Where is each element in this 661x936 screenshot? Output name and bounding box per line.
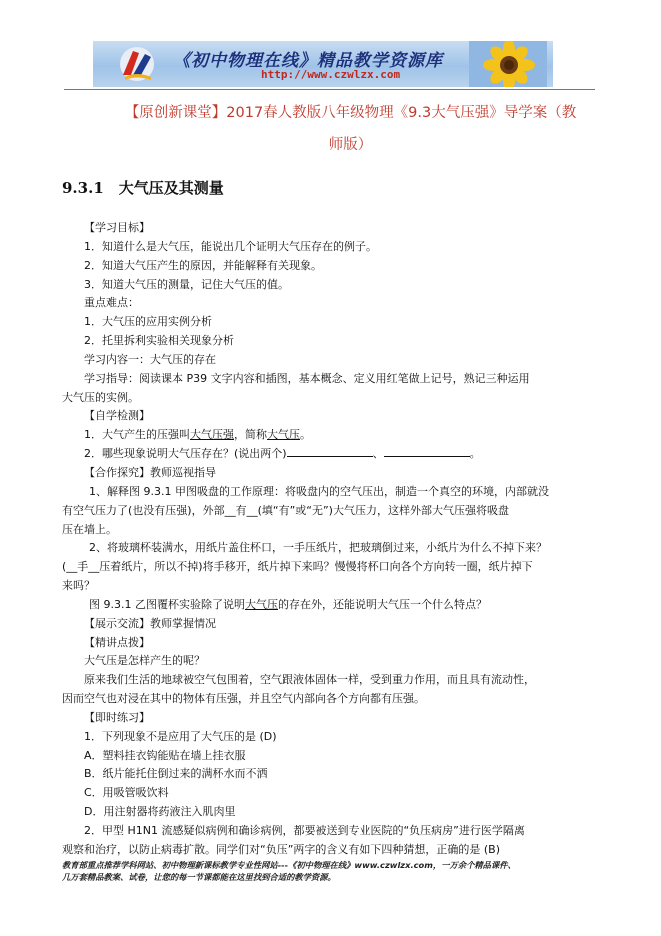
q1-middle: ，简称 [234, 428, 267, 442]
study-guidance-line: 学习指导：阅读课本 P39 文字内容和插图，基本概念、定义用红笔做上记号，熟记三种运用 [84, 371, 530, 385]
page-footer [62, 859, 602, 883]
lecture-heading: 【精讲点拨】 [84, 635, 150, 649]
document-title-line2: 师版） [328, 137, 373, 153]
q2-prefix: 2．哪些现象说明大气压存在？(说出两个) [84, 447, 287, 461]
self-check-q2 [62, 445, 602, 464]
self-check-heading: 【自学检测】 [84, 409, 150, 423]
header-banner [93, 41, 553, 87]
footer-line: 教育部重点推荐学科网站、初中物理新课标教学专业性网站---《初中物理在线》www.czwlzx.com，一万余个精品课件、 [62, 860, 516, 870]
q1-prefix: 1．大气产生的压强叫 [84, 428, 190, 442]
practice-option: B．纸片能托住倒过来的满杯水而不洒 [84, 767, 268, 781]
cooperation-paragraph-line: 压在墙上。 [62, 522, 117, 536]
sunflower-icon [469, 41, 547, 87]
site-logo-icon [119, 45, 155, 83]
self-check-q1 [62, 426, 602, 445]
cooperation-paragraph-line: 1、解释图 9.3.1 甲图吸盘的工作原理：将吸盘内的空气压出，制造一个真空的环境，内部就没 [89, 484, 549, 498]
practice-heading: 【即时练习】 [84, 710, 150, 724]
key-points-heading: 重点难点： [84, 296, 139, 310]
banner-title: 《初中物理在线》精品教学资源库 [173, 51, 443, 71]
practice-option: A．塑料挂衣钩能贴在墙上挂衣服 [84, 748, 246, 762]
cooperation-paragraph-line: (__手__压着纸片，所以不掉)将手移开，纸片掉下来吗？慢慢将杯口向各个方向转一圈，纸片掉下 [62, 560, 533, 574]
q2-separator: 、 [372, 447, 384, 461]
key-point-item: 1．大气压的应用实例分析 [84, 315, 212, 329]
banner-url: http://www.czwlzx.com [261, 68, 401, 81]
document-title [98, 97, 603, 161]
section-heading: 9.3.1 大气压及其测量 [62, 179, 224, 197]
cooperation-question-3 [62, 596, 602, 615]
cooperation-paragraph-line: 有空气压力了(也没有压强)，外部__有__(填“有”或“无”)大气压力，这样外部大气压强将吸盘 [62, 503, 509, 517]
q1-answer-2: 大气压 [267, 428, 300, 442]
q1-suffix: 。 [300, 428, 311, 442]
key-point-item: 2．托里拆利实验相关现象分析 [84, 334, 234, 348]
study-guidance-line: 大气压的实例。 [62, 390, 139, 404]
document-title-line1: 【原创新课堂】2017春人教版八年级物理《9.3大气压强》导学案（教 [124, 105, 577, 121]
coop3-suffix: 的存在外，还能说明大气压一个什么特点？ [277, 597, 487, 611]
q2-blank-2[interactable] [384, 445, 470, 457]
cooperation-heading: 【合作探究】教师巡视指导 [84, 465, 216, 479]
objective-item: 3．知道大气压的测量，记住大气压的值。 [84, 277, 289, 291]
practice-question-2-line: 2．甲型 H1N1 流感疑似病例和确诊病例，都要被送到专业医院的“负压病房”进行医学隔离 [84, 824, 525, 837]
q2-blank-1[interactable] [287, 445, 373, 457]
cooperation-paragraph-line: 来吗？ [62, 579, 95, 593]
practice-option: D．用注射器将药液注入肌肉里 [84, 805, 236, 819]
lecture-paragraph-line: 原来我们生活的地球被空气包围着，空气跟液体固体一样，受到重力作用，而且具有流动性， [84, 673, 535, 687]
coop3-prefix: 图 9.3.1 乙图覆杯实验除了说明 [89, 597, 245, 611]
q1-answer-1: 大气压强 [190, 428, 234, 442]
practice-question-1: 1．下列现象不是应用了大气压的是 (D) [84, 729, 277, 743]
practice-question-2-line: 观察和治疗，以防止病毒扩散。同学们对“负压”两字的含义有如下四种猜想，正确的是 (B) [62, 842, 501, 856]
footer-line: 几万套精品教案、试卷，让您的每一节课都能在这里找到合适的教学资源。 [62, 872, 336, 882]
content-one-heading: 学习内容一：大气压的存在 [84, 352, 216, 366]
document-body [62, 219, 602, 860]
objective-item: 1．知道什么是大气压，能说出几个证明大气压存在的例子。 [84, 239, 377, 253]
practice-option: C．用吸管吸饮料 [84, 786, 169, 800]
lecture-question: 大气压是怎样产生的呢？ [84, 654, 205, 668]
lecture-paragraph-line: 因而空气也对浸在其中的物体有压强，并且空气内部向各个方向都有压强。 [62, 692, 425, 706]
header-divider [64, 89, 595, 90]
objectives-heading: 【学习目标】 [84, 221, 150, 234]
show-exchange-heading: 【展示交流】教师掌握情况 [84, 616, 216, 630]
cooperation-paragraph-line: 2、将玻璃杯装满水，用纸片盖住杯口，一手压纸片，把玻璃倒过来，小纸片为什么不掉下来？ [89, 541, 547, 555]
q2-suffix: 。 [469, 447, 481, 461]
objective-item: 2．知道大气压产生的原因，并能解释有关现象。 [84, 258, 322, 272]
coop3-answer: 大气压 [244, 597, 278, 611]
